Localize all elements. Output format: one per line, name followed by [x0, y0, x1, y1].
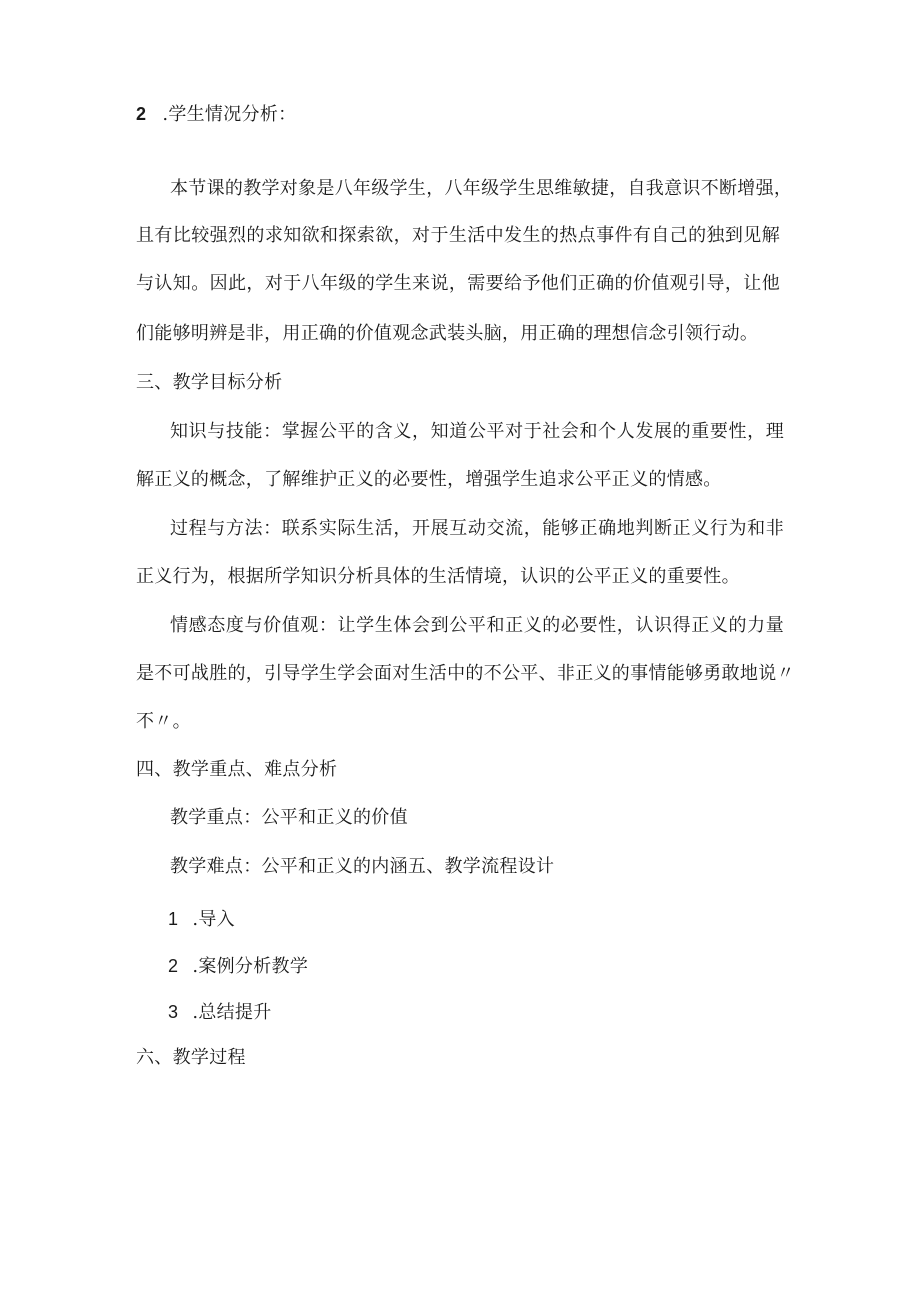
student-analysis-line-2: 且有比较强烈的求知欲和探索欲，对于生活中发生的热点事件有自己的独到见解	[136, 225, 780, 246]
flow-item-3	[168, 1000, 272, 1025]
flow-item-text: .总结提升	[192, 1002, 272, 1023]
process-line-1: 过程与方法：联系实际生活，开展互动交流，能够正确地判断正义行为和非	[170, 518, 784, 539]
section-3-heading: 三、教学目标分析	[136, 372, 283, 393]
knowledge-line-1: 知识与技能：掌握公平的含义，知道公平对于社会和个人发展的重要性，理	[170, 421, 784, 442]
process-line-2: 正义行为，根据所学知识分析具体的生活情境，认识的公平正义的重要性。	[136, 566, 740, 587]
flow-item-number: 1	[168, 909, 179, 929]
flow-item-number: 3	[168, 1002, 179, 1022]
section-6-heading: 六、教学过程	[136, 1047, 246, 1068]
section-2-heading	[136, 102, 296, 127]
student-analysis-line-3: 与认知。因此，对于八年级的学生来说，需要给予他们正确的价值观引导，让他	[136, 273, 780, 294]
flow-item-2	[168, 954, 308, 979]
section-title: .学生情况分析：	[162, 104, 297, 125]
flow-item-text: .案例分析教学	[192, 956, 309, 977]
key-point: 教学重点：公平和正义的价值	[170, 807, 408, 828]
section-4-heading: 四、教学重点、难点分析	[136, 759, 338, 780]
emotion-line-2: 是不可战胜的，引导学生学会面对生活中的不公平、非正义的事情能够勇敢地说〃	[136, 663, 795, 684]
section-number: 2	[136, 104, 147, 124]
flow-item-text: .导入	[192, 909, 235, 930]
flow-item-number: 2	[168, 956, 179, 976]
knowledge-line-2: 解正义的概念，了解维护正义的必要性，增强学生追求公平正义的情感。	[136, 469, 722, 490]
emotion-line-3: 不〃。	[136, 711, 191, 732]
flow-item-1	[168, 907, 235, 932]
emotion-line-1: 情感态度与价值观：让学生体会到公平和正义的必要性，认识得正义的力量	[170, 615, 784, 636]
student-analysis-line-1: 本节课的教学对象是八年级学生，八年级学生思维敏捷，自我意识不断增强，	[170, 178, 793, 199]
difficult-point: 教学难点：公平和正义的内涵五、教学流程设计	[170, 856, 555, 877]
student-analysis-line-4: 们能够明辨是非，用正确的价值观念武装头脑，用正确的理想信念引领行动。	[136, 323, 759, 344]
